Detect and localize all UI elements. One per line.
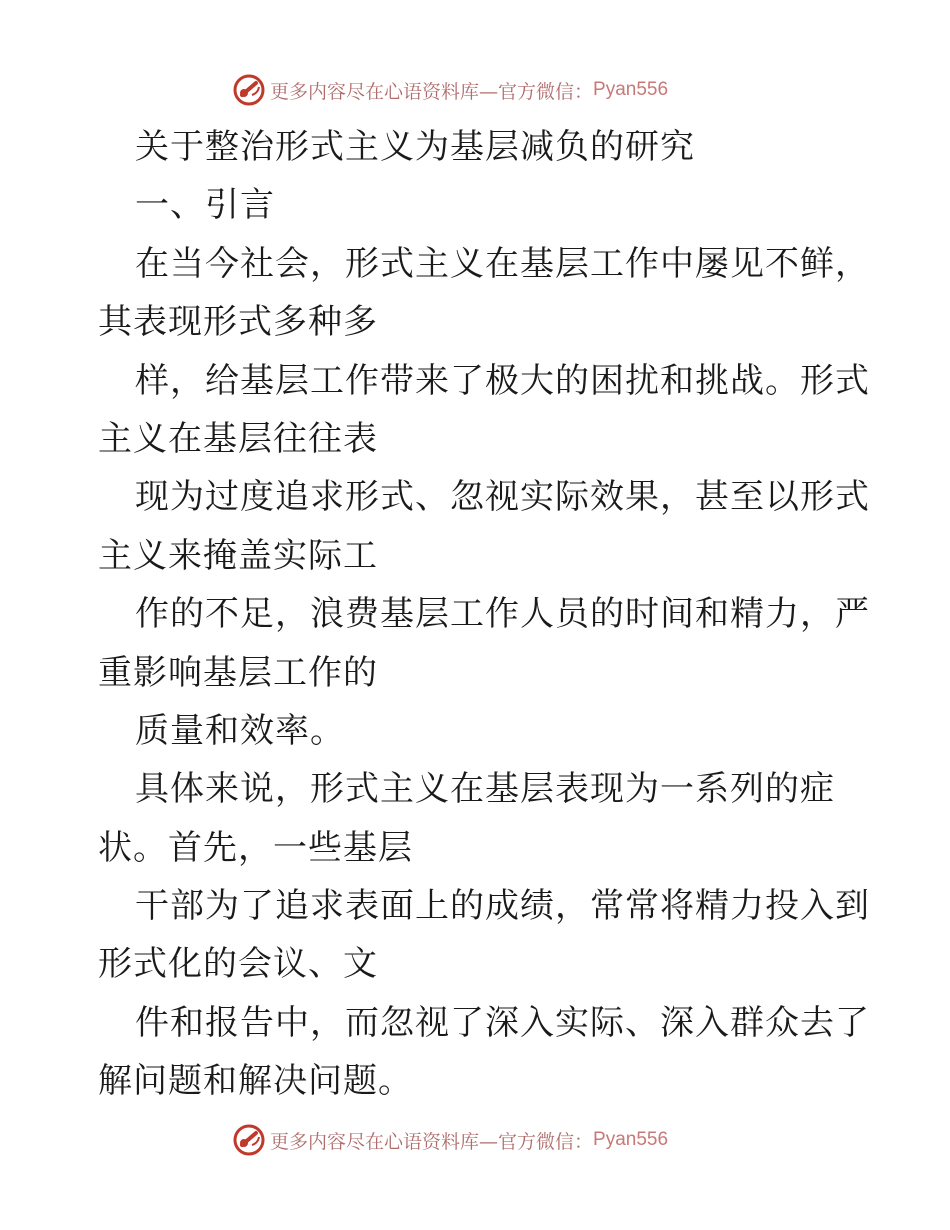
brand-logo-icon — [232, 73, 266, 107]
paragraph-line: 状。首先，一些基层 — [98, 827, 413, 868]
paragraph-line: 重影响基层工作的 — [98, 652, 378, 693]
paragraph-line: 件和报告中，而忽视了深入实际、深入群众去了 — [135, 1002, 870, 1043]
section-heading: 一、引言 — [135, 185, 275, 226]
paragraph-line: 样，给基层工作带来了极大的困扰和挑战。形式 — [135, 360, 870, 401]
paragraph-line: 在当今社会，形式主义在基层工作中屡见不鲜， — [135, 243, 870, 284]
watermark-wechat-id: Pyan556 — [593, 79, 669, 100]
paragraph-line: 解问题和解决问题。 — [98, 1061, 413, 1102]
paragraph-line: 主义来掩盖实际工 — [98, 535, 378, 576]
paragraph-line: 作的不足，浪费基层工作人员的时间和精力，严 — [135, 594, 870, 635]
watermark-text: 更多内容尽在心语资料库—官方微信： — [270, 1130, 594, 1153]
paragraph-line: 具体来说，形式主义在基层表现为一系列的症 — [135, 769, 835, 810]
paragraph-line: 干部为了追求表面上的成绩，常常将精力投入到 — [135, 886, 870, 927]
brand-logo-icon — [232, 1123, 266, 1157]
watermark-wechat-id: Pyan556 — [593, 1129, 669, 1150]
paragraph-line: 现为过度追求形式、忽视实际效果，甚至以形式 — [135, 477, 870, 518]
footer-watermark — [232, 1120, 668, 1160]
paragraph-line: 形式化的会议、文 — [98, 944, 378, 985]
paragraph-line: 质量和效率。 — [135, 710, 345, 751]
document-title: 关于整治形式主义为基层减负的研究 — [135, 127, 695, 167]
header-watermark — [232, 70, 668, 110]
paragraph-line: 主义在基层往往表 — [98, 418, 378, 459]
watermark-text: 更多内容尽在心语资料库—官方微信： — [270, 80, 594, 103]
document-body — [98, 118, 870, 1111]
paragraph-line: 其表现形式多种多 — [98, 302, 378, 343]
